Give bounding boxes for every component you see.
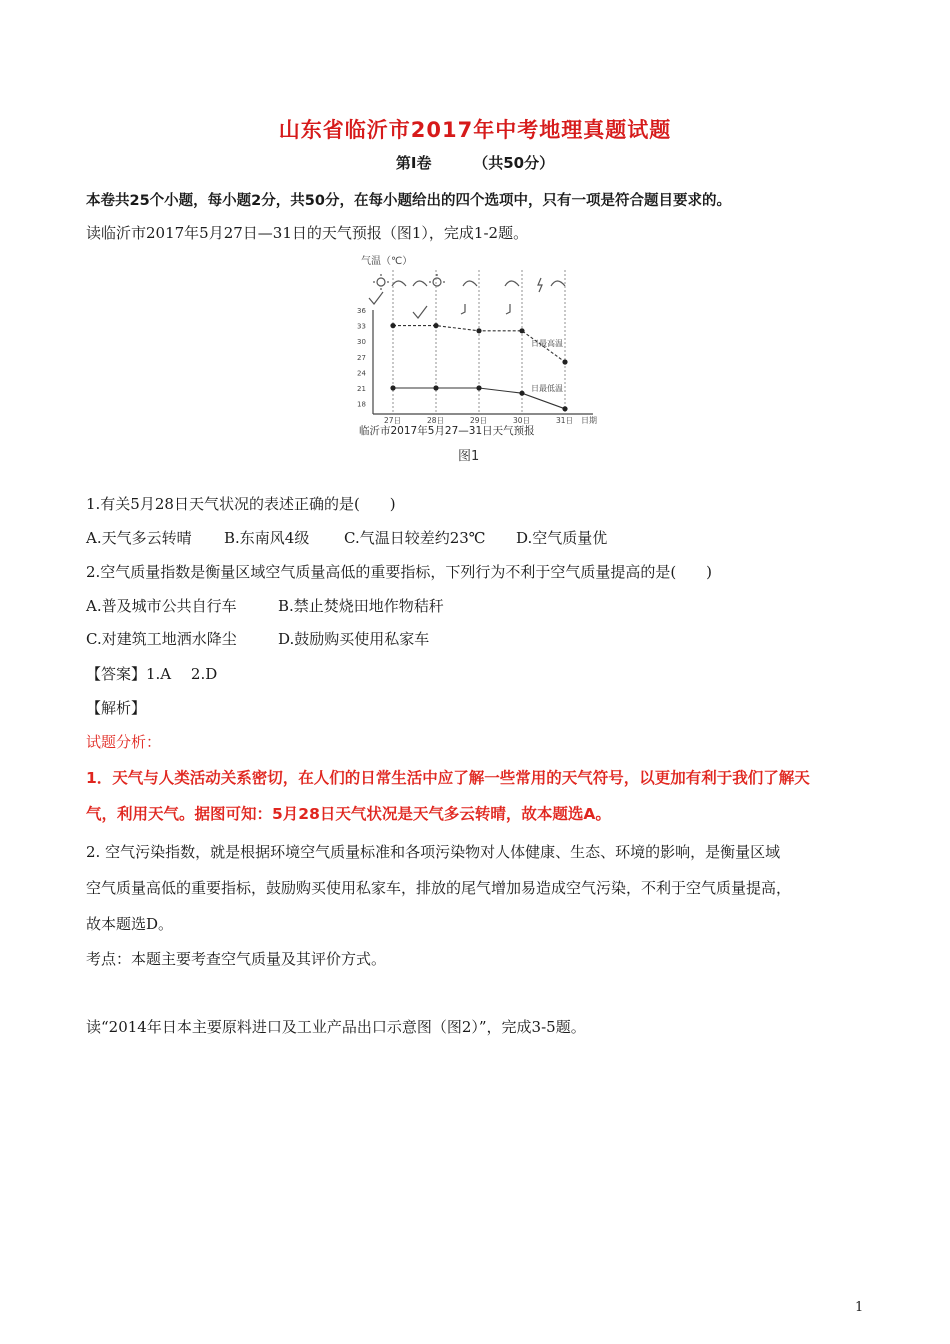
y-tick-label: 27 xyxy=(357,353,366,362)
answer-line: 【答案】1.A 2.D xyxy=(86,665,218,683)
check-mark-icon xyxy=(413,306,427,318)
figure1-intro: 读临沂市2017年5月27日—31日的天气预报（图1），完成1-2题。 xyxy=(86,224,529,242)
x-tick-label: 30日 xyxy=(513,416,531,425)
x-tick-label: 31日 xyxy=(556,416,574,425)
wind-flag-icon xyxy=(461,304,465,314)
q1-option-c: C.气温日较差约23℃ xyxy=(344,529,486,547)
x-tick-label: 29日 xyxy=(470,416,488,425)
cloud-icon xyxy=(463,281,477,286)
figure-bottom-caption: 临沂市2017年5月27—31日天气预报 xyxy=(359,425,535,437)
figure-caption: 图1 xyxy=(458,449,480,464)
y-axis-label: 气温（℃） xyxy=(361,256,413,267)
analysis-title: 试题分析： xyxy=(86,733,162,751)
high-temp-point xyxy=(476,328,481,333)
q2-option-c: C.对建筑工地洒水降尘 xyxy=(86,630,237,648)
cloud-icon xyxy=(413,281,427,286)
low-temp-point xyxy=(519,391,524,396)
weather-chart xyxy=(355,248,605,470)
analysis-label: 【解析】 xyxy=(86,699,147,717)
check-mark-icon xyxy=(369,292,383,304)
q2-option-d: D.鼓励购买使用私家车 xyxy=(278,630,430,648)
weather-symbols xyxy=(369,274,565,318)
low-temp-point xyxy=(390,385,395,390)
q2-option-a: A.普及城市公共自行车 xyxy=(86,597,237,615)
high-temp-point xyxy=(562,359,567,364)
y-tick-label: 21 xyxy=(357,385,366,393)
high-temp-point xyxy=(433,323,438,328)
sun-icon xyxy=(429,274,445,286)
wind-flag-icon xyxy=(506,304,510,314)
low-temp-label: 日最低温 xyxy=(531,384,563,393)
x-tick-label: 28日 xyxy=(427,416,445,425)
cloud-icon xyxy=(505,281,519,286)
cloud-icon xyxy=(551,281,565,286)
y-tick-label: 33 xyxy=(357,322,366,331)
high-temp-point xyxy=(390,323,395,328)
y-tick-label: 36 xyxy=(357,307,366,315)
y-tick-label: 24 xyxy=(357,369,366,378)
sun-icon xyxy=(373,274,389,290)
high-temp-point xyxy=(519,328,524,333)
weather-forecast-figure xyxy=(355,248,605,470)
q1-option-b: B.东南风4级 xyxy=(224,529,310,547)
low-temp-point xyxy=(562,406,567,411)
explanation-1-line-1: 1．天气与人类活动关系密切，在人们的日常生活中应了解一些常用的天气符号，以更加有利于我们了解天 xyxy=(86,769,810,787)
q1-option-a: A.天气多云转晴 xyxy=(86,529,192,547)
question-2: 2.空气质量指数是衡量区域空气质量高低的重要指标，下列行为不利于空气质量提高的是( ) xyxy=(86,563,713,581)
explanation-2-line-2: 空气质量高低的重要指标，鼓励购买使用私家车，排放的尾气增加易造成空气污染，不利于空气质量提高， xyxy=(86,879,792,897)
explanation-2-line-1: 2. 空气污染指数，就是根据环境空气质量标准和各项污染物对人体健康、生态、环境的影响，是衡量区域 xyxy=(86,843,781,861)
x-axis-label: 日期 xyxy=(581,416,597,425)
figure2-intro: 读“2014年日本主要原料进口及工业产品出口示意图（图2）”，完成3-5题。 xyxy=(86,1018,586,1036)
q1-option-d: D.空气质量优 xyxy=(516,529,608,547)
section-heading: 第Ⅰ卷 （共50分） xyxy=(395,154,555,172)
cloud-icon xyxy=(392,281,406,286)
x-tick-label: 27日 xyxy=(384,416,402,425)
explanation-1-line-2: 气，利用天气。据图可知：5月28日天气状况是天气多云转晴，故本题选A。 xyxy=(86,805,611,823)
low-temp-point xyxy=(433,385,438,390)
document-title: 山东省临沂市2017年中考地理真题试题 xyxy=(278,118,672,142)
kaodian-note: 考点：本题主要考查空气质量及其评价方式。 xyxy=(86,950,387,968)
y-tick-label: 30 xyxy=(357,338,366,347)
lightning-icon xyxy=(538,278,542,292)
y-tick-label: 18 xyxy=(357,400,366,409)
q2-option-b: B.禁止焚烧田地作物秸秆 xyxy=(278,597,444,615)
explanation-2-line-3: 故本题选D。 xyxy=(86,915,174,933)
question-2-options-row2 xyxy=(86,628,876,649)
question-2-options-row1 xyxy=(86,595,876,616)
high-temp-label: 日最高温 xyxy=(531,339,563,348)
question-1: 1.有关5月28日天气状况的表述正确的是( ) xyxy=(86,495,396,513)
page-number: 1 xyxy=(855,1300,864,1315)
low-temp-point xyxy=(476,385,481,390)
instructions: 本卷共25个小题，每小题2分，共50分，在每小题给出的四个选项中，只有一项是符合题目要求的。 xyxy=(86,193,731,209)
question-1-options xyxy=(86,527,876,548)
